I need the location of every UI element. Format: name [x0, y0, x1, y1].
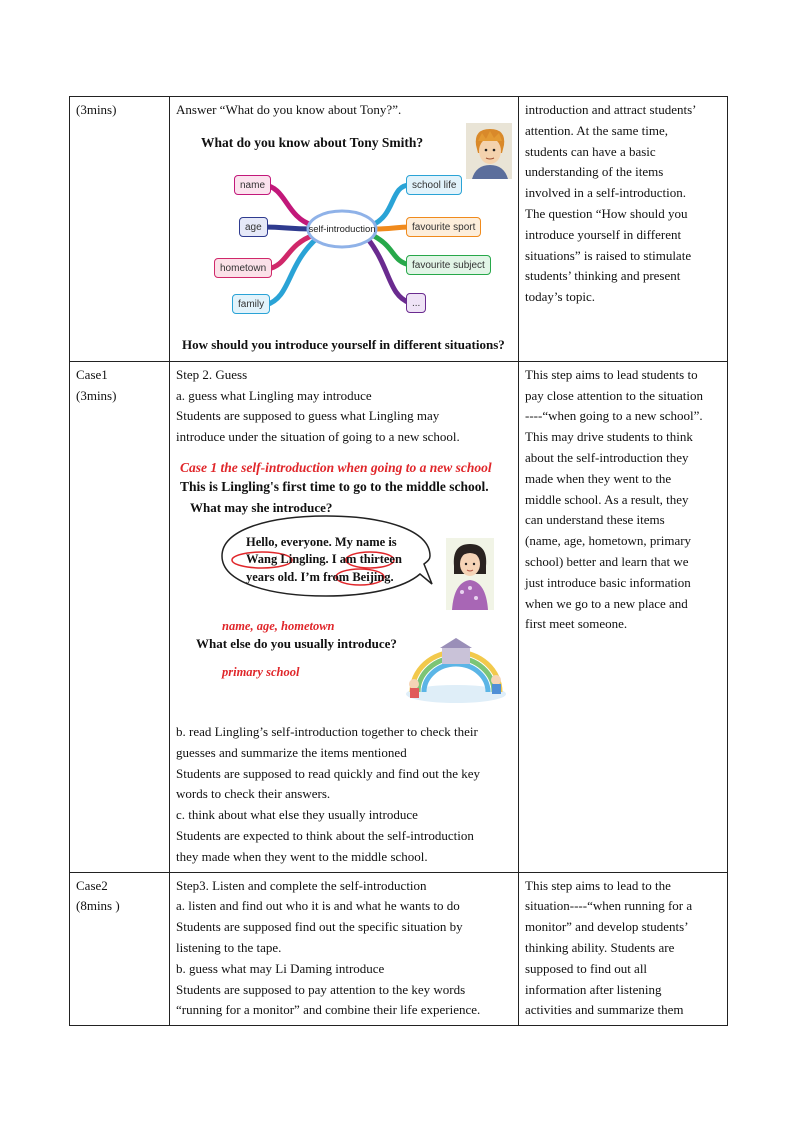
case1-items: name, age, hometown — [222, 618, 335, 633]
purpose-cell: This step aims to lead to the situation----“when running for a monitor” and develop students’ thinking ability. Students are supposed to find out all information after listening activities and summarize them — [519, 872, 728, 1026]
node-more: ... — [406, 293, 426, 313]
school-rainbow-image — [402, 634, 510, 704]
case1-line2: This is Lingling's first time to go to the middle school. — [180, 478, 489, 494]
time-cell: (3mins) — [70, 97, 170, 362]
node-school-life: school life — [406, 175, 462, 195]
node-favourite-subject: favourite subject — [406, 255, 491, 275]
lesson-plan-table — [69, 96, 728, 1026]
case1-question: What else do you usually introduce? — [196, 635, 397, 651]
activity-cell: Step 2. Guess a. guess what Lingling may introduce Students are supposed to guess what Lingling may introduce under the situation of going to a new school. Case 1 the self-introduction when going to a new school This is Lingling's first time to go to the middle school. What may she introduce? Hello, everyone. My name is Wang Lingling. I am thirteen years old. I’m from Beijing. name, age, hometown What else do you usually introduce? primary school b. read Lingling’s self-introduction together to check their guesses and summarize the items mentioned Students are supposed to read quickly and find out the key words to check their answers. c. think about what else they usually introduce Students are expected to think about the self-introduction they made when they went to the middle school. — [170, 361, 519, 872]
speech-bubble-text: Hello, everyone. My name is Wang Lingling. I am thirteen years old. I’m from Beijing. — [246, 534, 402, 584]
case1-line3: What may she introduce? — [190, 499, 333, 515]
node-name: name — [234, 175, 271, 195]
time-cell: Case2 (8mins ) — [70, 872, 170, 1026]
figure-title: What do you know about Tony Smith? — [201, 134, 424, 150]
case1-figure — [176, 452, 512, 722]
purpose-cell: introduction and attract students’ attention. At the same time, students can have a basic understanding of the items involved in a self-introduction. The question “How should you introduce yourself in different situations” is raised to stimulate students’ thinking and present today’s topic. — [519, 97, 728, 362]
node-hometown: hometown — [214, 258, 272, 278]
lingling-avatar-image — [446, 538, 494, 610]
node-favourite-sport: favourite sport — [406, 217, 481, 237]
case1-answer: primary school — [222, 664, 300, 679]
mind-map-center: self-introduction — [308, 223, 376, 235]
case1-title: Case 1 the self-introduction when going to a new school — [180, 459, 492, 475]
node-family: family — [232, 294, 270, 314]
table-row — [70, 97, 728, 362]
node-age: age — [239, 217, 268, 237]
step-text: Answer “What do you know about Tony?”. — [176, 102, 402, 117]
mind-map-figure — [176, 121, 512, 357]
figure-bottom-question: How should you introduce yourself in different situations? — [182, 336, 505, 352]
purpose-cell: This step aims to lead students to pay close attention to the situation ----“when going to a new school”. This may drive students to think about the self-introduction they made when they went to the middle school. As a result, they can understand these items (name, age, hometown, primary school) better and learn that we just introduce basic information when we go to a new place and first meet someone. — [519, 361, 728, 872]
activity-cell: Step3. Listen and complete the self-introduction a. listen and find out who it is and what he wants to do Students are supposed find out the specific situation by listening to the tape. b. guess what may Li Daming introduce Students are supposed to pay attention to the key words “running for a monitor” and combine their life experience. — [170, 872, 519, 1026]
table-row — [70, 361, 728, 872]
table-row — [70, 872, 728, 1026]
time-cell: Case1 (3mins) — [70, 361, 170, 872]
activity-cell — [170, 97, 519, 362]
